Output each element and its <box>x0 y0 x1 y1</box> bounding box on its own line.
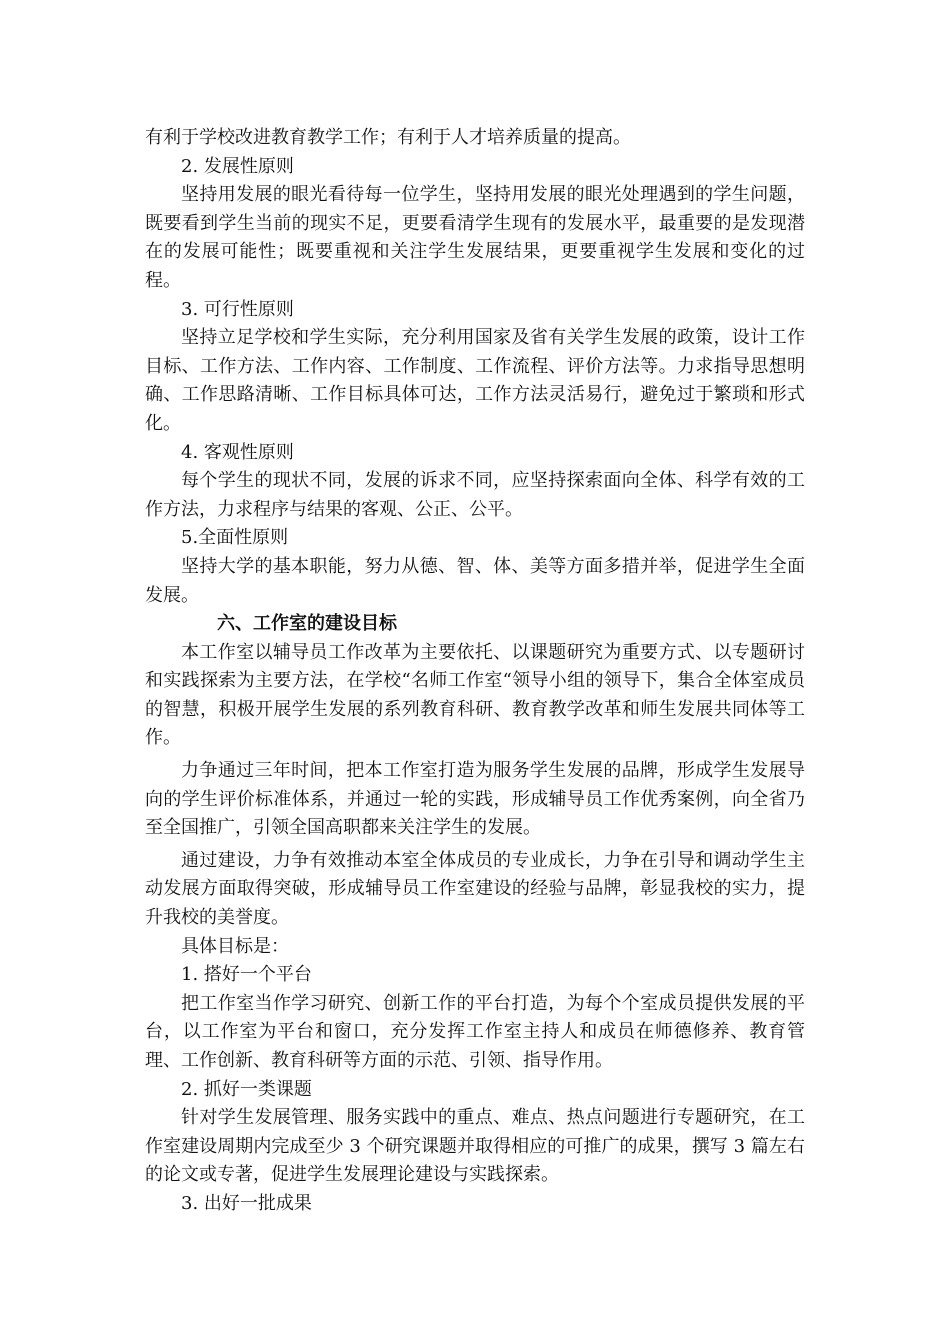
paragraph-feasibility-principle: 坚持立足学校和学生实际，充分利用国家及省有关学生发展的政策，设计工作目标、工作方法、工作内容、工作制度、工作流程、评价方法等。力求指导思想明确、工作思路清晰、工作目标具体可达，工作方法灵活易行，避免过于繁琐和形式化。 <box>145 327 805 434</box>
subheading-development-principle: 2. 发展性原则 <box>181 155 294 177</box>
paragraph-objectivity-principle: 每个学生的现状不同，发展的诉求不同，应坚持探索面向全体、科学有效的工作方法，力求程序与结果的客观、公正、公平。 <box>145 470 805 520</box>
subheading-comprehensive-principle: 5.全面性原则 <box>181 527 289 549</box>
section-number: 六、 <box>217 613 253 635</box>
subheading-objectivity-principle: 4. 客观性原则 <box>181 441 294 463</box>
paragraph-continuation: 有利于学校改进教育教学工作；有利于人才培养质量的提高。 <box>145 127 631 148</box>
paragraph-comprehensive-principle: 坚持大学的基本职能，努力从德、智、体、美等方面多措并举，促进学生全面发展。 <box>145 555 805 606</box>
section-title-text: 工作室的建设目标 <box>253 613 397 635</box>
paragraph-development-principle: 坚持用发展的眼光看待每一位学生，坚持用发展的眼光处理遇到的学生问题，既要看到学生当前的现实不足，更要看清学生现有的发展水平，最重要的是发现潜在的发展可能性；既要重视和关注学生发展结果，更要重视学生发展和变化的过程。 <box>145 184 805 291</box>
subheading-feasibility-principle: 3. 可行性原则 <box>181 298 294 320</box>
paragraph-construction-effect: 通过建设，力争有效推动本室全体成员的专业成长，力争在引导和调动学生主动发展方面取得突破，形成辅导员工作室建设的经验与品牌，彰显我校的实力，提升我校的美誉度。 <box>145 849 805 929</box>
subheading-research-topics: 2. 抓好一类课题 <box>181 1078 312 1100</box>
subheading-platform: 1. 搭好一个平台 <box>181 964 312 986</box>
paragraph-three-year-goal: 力争通过三年时间，把本工作室打造为服务学生发展的品牌，形成学生发展导向的学生评价标准体系，并通过一轮的实践，形成辅导员工作优秀案例，向全省乃至全国推广，引领全国高职都来关注学生的发展。 <box>145 760 805 839</box>
paragraph-studio-basis: 本工作室以辅导员工作改革为主要依托、以课题研究为重要方式、以专题研讨和实践探索为主要方法，在学校“名师工作室“领导小组的领导下，集合全体室成员的智慧，积极开展学生发展的系列教育科研、教育教学改革和师生发展共同体等工作。 <box>145 641 805 749</box>
subheading-achievements: 3. 出好一批成果 <box>181 1192 312 1214</box>
paragraph-platform: 把工作室当作学习研究、创新工作的平台打造，为每个个室成员提供发展的平台，以工作室为平台和窗口，充分发挥工作室主持人和成员在师德修养、教育管理、工作创新、教育科研等方面的示范、引领、指导作用。 <box>145 992 805 1071</box>
subheading-specific-goals: 具体目标是： <box>181 935 289 957</box>
section-heading-construction-goals <box>145 610 805 639</box>
document-page <box>145 124 805 1219</box>
paragraph-research-topics: 针对学生发展管理、服务实践中的重点、难点、热点问题进行专题研究，在工作室建设周期内完成至少 3 个研究课题并取得相应的可推广的成果，撰写 3 篇左右的论文或专著，促进学生发展理论建设与实践探索。 <box>145 1107 805 1186</box>
